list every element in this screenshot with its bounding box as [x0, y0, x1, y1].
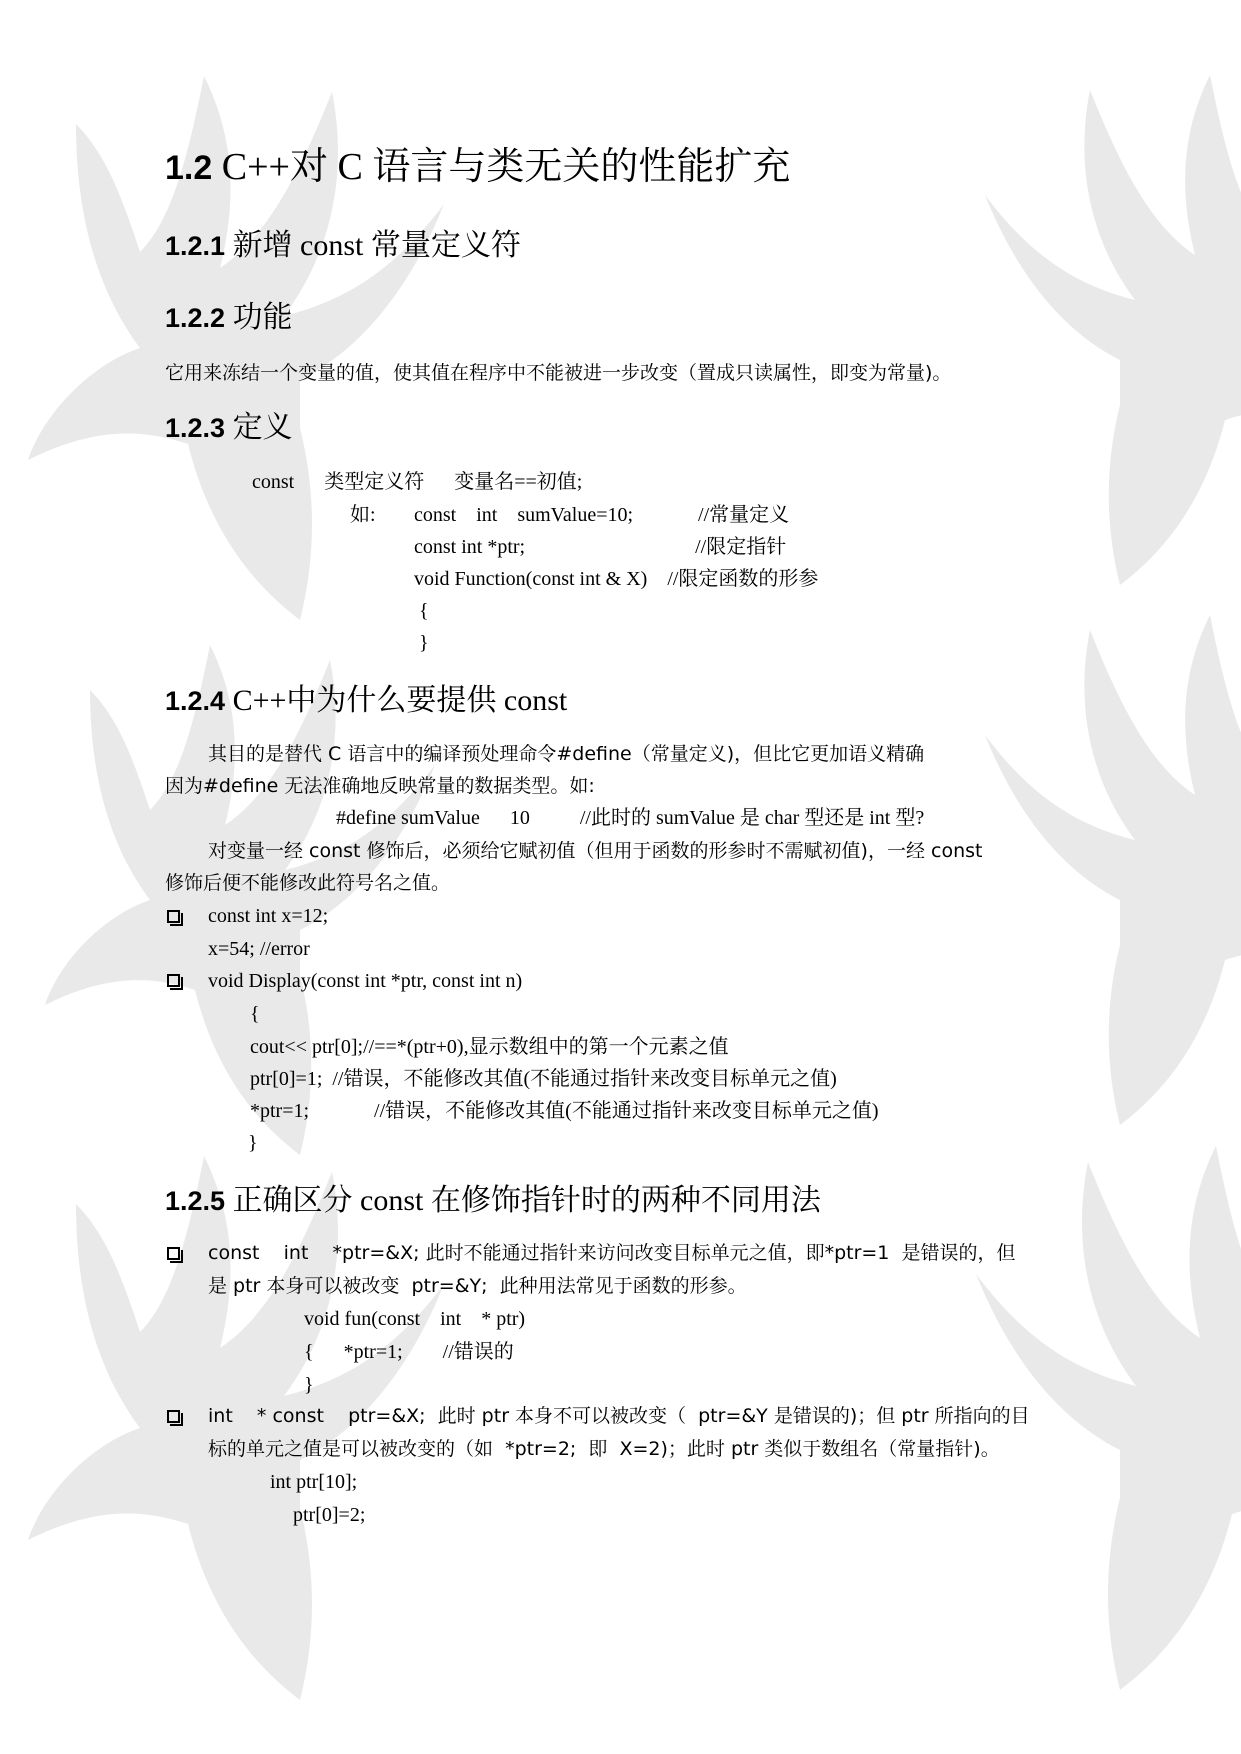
example-prefix: 如:	[350, 504, 376, 526]
paragraph-line: const int *ptr=&X; 此时不能通过指针来访问改变目标单元之值，即*ptr=1 是错误的，但	[208, 1242, 1016, 1264]
code-line: void Display(const int *ptr, const int n)	[208, 970, 523, 992]
heading-1-2-5: 1.2.5 正确区分 const 在修饰指针时的两种不同用法	[165, 1184, 821, 1217]
paragraph-line: 标的单元之值是可以被改变的（如 *ptr=2; 即 X=2)；此时 ptr 类似于数组名（常量指针)。	[208, 1438, 1000, 1460]
code-line: ptr[0]=2;	[293, 1504, 366, 1526]
definition-syntax: const 类型定义符 变量名==初值;	[252, 471, 583, 493]
paragraph-line: 其目的是替代 C 语言中的编译预处理命令#define（常量定义)，但比它更加语义精确	[208, 743, 925, 765]
paragraph-line: 因为#define 无法准确地反映常量的数据类型。如:	[165, 775, 595, 797]
code-line: { *ptr=1; //错误的	[304, 1341, 514, 1363]
code-line: const int x=12;	[208, 905, 329, 927]
code-line: }	[414, 632, 429, 654]
paragraph-line: 对变量一经 const 修饰后，必须给它赋初值（但用于函数的形参时不需赋初值)，一经 const	[208, 840, 983, 862]
code-line: void fun(const int * ptr)	[304, 1308, 526, 1330]
paragraph-line: 修饰后便不能修改此符号名之值。	[165, 872, 451, 894]
code-line: ptr[0]=1; //错误，不能修改其值(不能通过指针来改变目标单元之值)	[250, 1068, 837, 1090]
code-line: const int *ptr; //限定指针	[414, 536, 787, 558]
code-line: {	[250, 1003, 260, 1025]
paragraph-line: 是 ptr 本身可以被改变 ptr=&Y; 此种用法常见于函数的形参。	[208, 1275, 747, 1297]
bullet-checkbox-icon	[167, 1410, 180, 1423]
code-line: x=54; //error	[208, 938, 310, 960]
heading-1-2-3: 1.2.3 定义	[165, 411, 293, 444]
code-line: }	[304, 1374, 314, 1396]
paragraph-line: int * const ptr=&X; 此时 ptr 本身不可以被改变（ ptr=&Y 是错误的)；但 ptr 所指向的目	[208, 1405, 1030, 1427]
function-paragraph: 它用来冻结一个变量的值，使其值在程序中不能被进一步改变（置成只读属性，即变为常量)。	[165, 362, 952, 384]
heading-1-2-4: 1.2.4 C++中为什么要提供 const	[165, 684, 568, 717]
code-line: int ptr[10];	[270, 1471, 358, 1493]
bullet-checkbox-icon	[167, 1247, 180, 1260]
heading-1-2-2: 1.2.2 功能	[165, 301, 293, 334]
code-line: {	[414, 600, 429, 622]
define-line: #define sumValue 10 //此时的 sumValue 是 char 型还是 int 型?	[336, 807, 925, 829]
code-line: *ptr=1; //错误，不能修改其值(不能通过指针来改变目标单元之值)	[250, 1100, 879, 1122]
code-line: const int sumValue=10; //常量定义	[414, 504, 790, 526]
heading-1-2-1: 1.2.1 新增 const 常量定义符	[165, 229, 521, 262]
code-line: void Function(const int & X) //限定函数的形参	[414, 568, 819, 590]
bullet-checkbox-icon	[167, 910, 180, 923]
section-heading: 1.2 C++对 C 语言与类无关的性能扩充	[165, 146, 791, 188]
code-line: cout<< ptr[0];//==*(ptr+0),显示数组中的第一个元素之值	[250, 1036, 729, 1058]
bullet-checkbox-icon	[167, 974, 180, 987]
code-line: }	[248, 1132, 258, 1154]
